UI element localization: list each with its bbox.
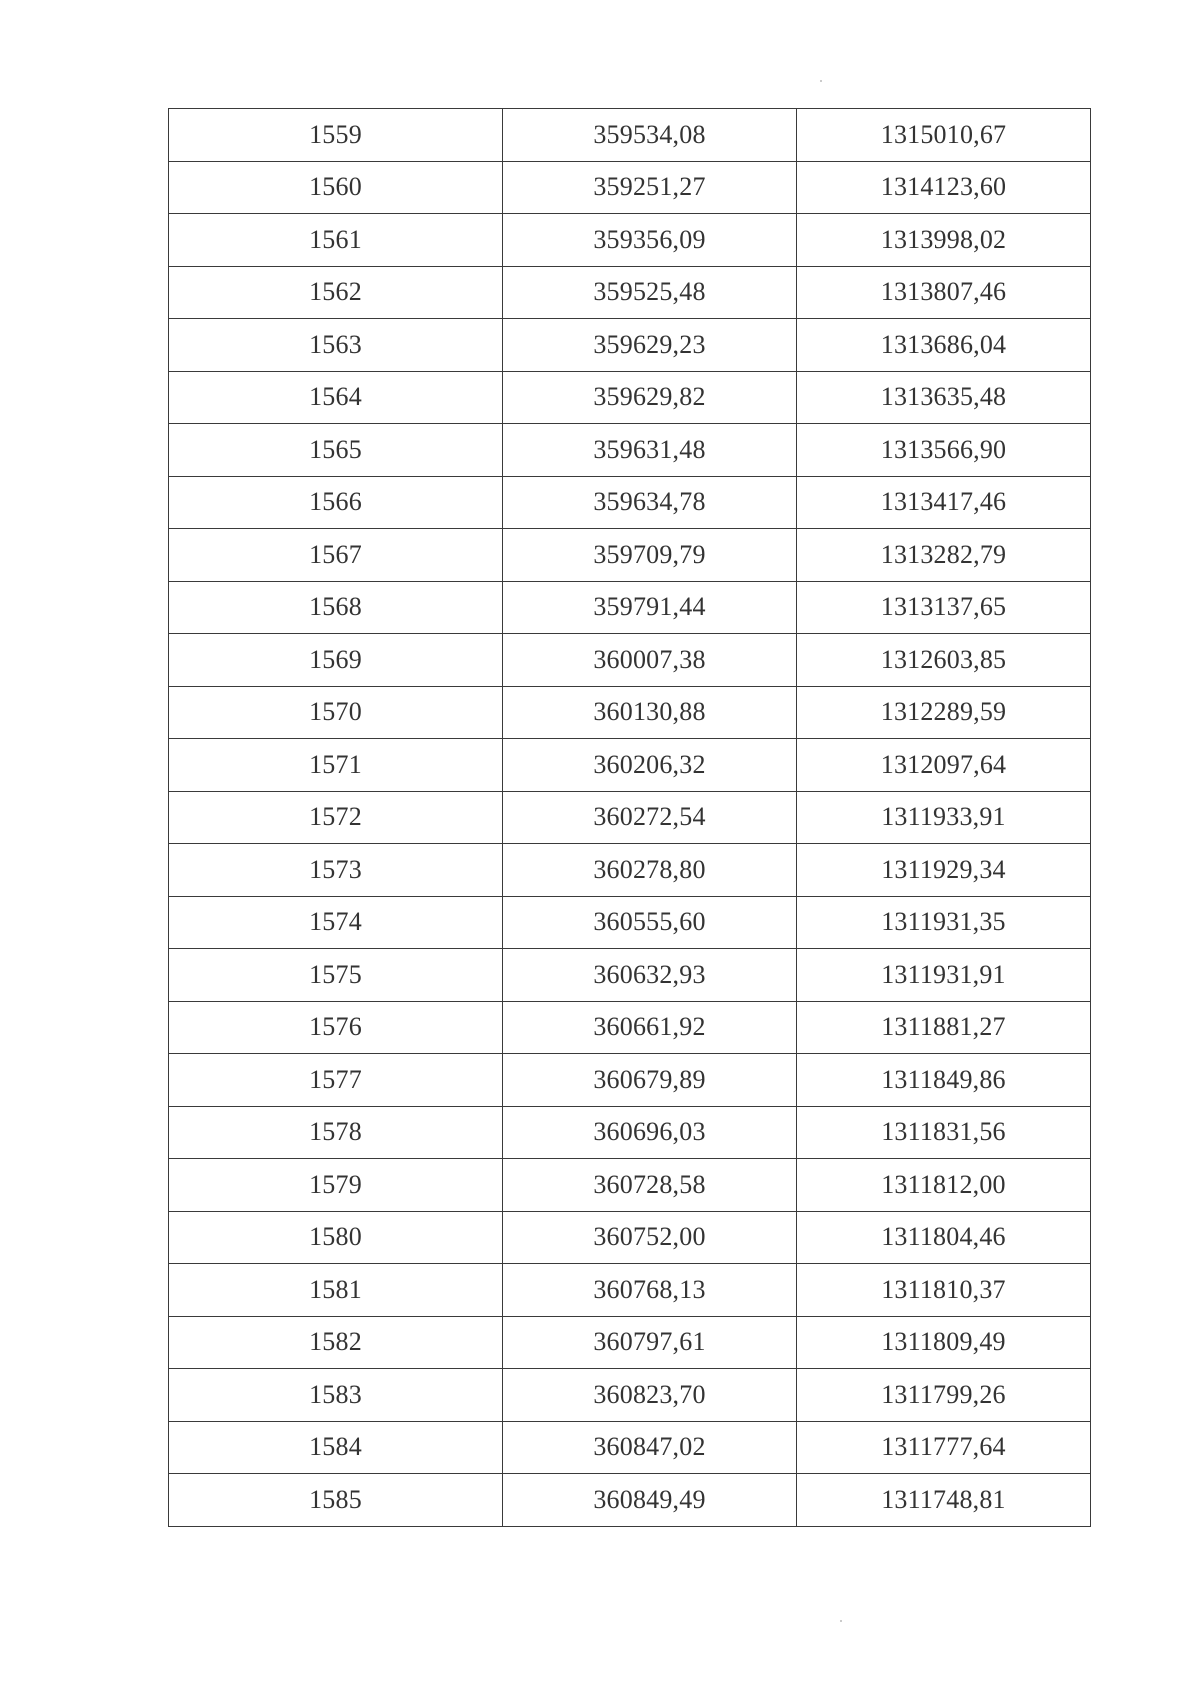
y-coordinate-cell: 1311777,64 <box>797 1421 1091 1474</box>
x-coordinate-cell: 359631,48 <box>503 424 797 477</box>
table-row <box>169 424 1091 477</box>
point-number-cell: 1559 <box>169 109 503 162</box>
x-coordinate-cell: 360007,38 <box>503 634 797 687</box>
x-coordinate-cell: 360206,32 <box>503 739 797 792</box>
point-number-cell: 1583 <box>169 1369 503 1422</box>
x-coordinate-cell: 359534,08 <box>503 109 797 162</box>
x-coordinate-cell: 359356,09 <box>503 214 797 267</box>
y-coordinate-cell: 1311810,37 <box>797 1264 1091 1317</box>
point-number-cell: 1561 <box>169 214 503 267</box>
y-coordinate-cell: 1311849,86 <box>797 1054 1091 1107</box>
point-number-cell: 1578 <box>169 1106 503 1159</box>
x-coordinate-cell: 360849,49 <box>503 1474 797 1527</box>
table-row <box>169 529 1091 582</box>
point-number-cell: 1575 <box>169 949 503 1002</box>
y-coordinate-cell: 1313635,48 <box>797 371 1091 424</box>
y-coordinate-cell: 1315010,67 <box>797 109 1091 162</box>
x-coordinate-cell: 360696,03 <box>503 1106 797 1159</box>
x-coordinate-cell: 360272,54 <box>503 791 797 844</box>
x-coordinate-cell: 359634,78 <box>503 476 797 529</box>
y-coordinate-cell: 1313282,79 <box>797 529 1091 582</box>
x-coordinate-cell: 360632,93 <box>503 949 797 1002</box>
y-coordinate-cell: 1311831,56 <box>797 1106 1091 1159</box>
coordinates-table <box>168 108 1091 1527</box>
y-coordinate-cell: 1311931,91 <box>797 949 1091 1002</box>
y-coordinate-cell: 1314123,60 <box>797 161 1091 214</box>
point-number-cell: 1582 <box>169 1316 503 1369</box>
y-coordinate-cell: 1311799,26 <box>797 1369 1091 1422</box>
x-coordinate-cell: 360661,92 <box>503 1001 797 1054</box>
x-coordinate-cell: 360847,02 <box>503 1421 797 1474</box>
y-coordinate-cell: 1311812,00 <box>797 1159 1091 1212</box>
x-coordinate-cell: 360130,88 <box>503 686 797 739</box>
point-number-cell: 1565 <box>169 424 503 477</box>
table-row <box>169 319 1091 372</box>
x-coordinate-cell: 359251,27 <box>503 161 797 214</box>
scan-speck <box>840 1620 842 1622</box>
table-row <box>169 581 1091 634</box>
table-row <box>169 161 1091 214</box>
x-coordinate-cell: 359525,48 <box>503 266 797 319</box>
point-number-cell: 1572 <box>169 791 503 844</box>
point-number-cell: 1571 <box>169 739 503 792</box>
point-number-cell: 1581 <box>169 1264 503 1317</box>
x-coordinate-cell: 360797,61 <box>503 1316 797 1369</box>
table-row <box>169 109 1091 162</box>
x-coordinate-cell: 360555,60 <box>503 896 797 949</box>
point-number-cell: 1577 <box>169 1054 503 1107</box>
point-number-cell: 1563 <box>169 319 503 372</box>
x-coordinate-cell: 360752,00 <box>503 1211 797 1264</box>
x-coordinate-cell: 360679,89 <box>503 1054 797 1107</box>
y-coordinate-cell: 1313686,04 <box>797 319 1091 372</box>
y-coordinate-cell: 1312603,85 <box>797 634 1091 687</box>
table-row <box>169 1474 1091 1527</box>
table-row <box>169 371 1091 424</box>
point-number-cell: 1569 <box>169 634 503 687</box>
table-row <box>169 896 1091 949</box>
table-row <box>169 1316 1091 1369</box>
y-coordinate-cell: 1312097,64 <box>797 739 1091 792</box>
table-row <box>169 1106 1091 1159</box>
y-coordinate-cell: 1311881,27 <box>797 1001 1091 1054</box>
table-row <box>169 844 1091 897</box>
y-coordinate-cell: 1313417,46 <box>797 476 1091 529</box>
point-number-cell: 1567 <box>169 529 503 582</box>
y-coordinate-cell: 1311931,35 <box>797 896 1091 949</box>
table-row <box>169 1369 1091 1422</box>
point-number-cell: 1574 <box>169 896 503 949</box>
y-coordinate-cell: 1313566,90 <box>797 424 1091 477</box>
y-coordinate-cell: 1312289,59 <box>797 686 1091 739</box>
point-number-cell: 1579 <box>169 1159 503 1212</box>
point-number-cell: 1573 <box>169 844 503 897</box>
scan-speck <box>820 80 822 82</box>
x-coordinate-cell: 360823,70 <box>503 1369 797 1422</box>
point-number-cell: 1564 <box>169 371 503 424</box>
x-coordinate-cell: 359629,82 <box>503 371 797 424</box>
y-coordinate-cell: 1313807,46 <box>797 266 1091 319</box>
point-number-cell: 1568 <box>169 581 503 634</box>
point-number-cell: 1570 <box>169 686 503 739</box>
table-row <box>169 1211 1091 1264</box>
table-row <box>169 1421 1091 1474</box>
table-row <box>169 1159 1091 1212</box>
x-coordinate-cell: 360768,13 <box>503 1264 797 1317</box>
y-coordinate-cell: 1311929,34 <box>797 844 1091 897</box>
y-coordinate-cell: 1311809,49 <box>797 1316 1091 1369</box>
table-row <box>169 1001 1091 1054</box>
table-row <box>169 739 1091 792</box>
y-coordinate-cell: 1311804,46 <box>797 1211 1091 1264</box>
point-number-cell: 1576 <box>169 1001 503 1054</box>
point-number-cell: 1562 <box>169 266 503 319</box>
x-coordinate-cell: 359709,79 <box>503 529 797 582</box>
point-number-cell: 1566 <box>169 476 503 529</box>
point-number-cell: 1580 <box>169 1211 503 1264</box>
point-number-cell: 1560 <box>169 161 503 214</box>
table-row <box>169 1264 1091 1317</box>
table-row <box>169 686 1091 739</box>
table-row <box>169 214 1091 267</box>
y-coordinate-cell: 1311748,81 <box>797 1474 1091 1527</box>
x-coordinate-cell: 360278,80 <box>503 844 797 897</box>
x-coordinate-cell: 359791,44 <box>503 581 797 634</box>
table-row <box>169 949 1091 1002</box>
x-coordinate-cell: 359629,23 <box>503 319 797 372</box>
coordinates-table-body <box>169 109 1091 1527</box>
table-row <box>169 266 1091 319</box>
table-row <box>169 476 1091 529</box>
x-coordinate-cell: 360728,58 <box>503 1159 797 1212</box>
table-row <box>169 791 1091 844</box>
table-row <box>169 634 1091 687</box>
table-row <box>169 1054 1091 1107</box>
y-coordinate-cell: 1313998,02 <box>797 214 1091 267</box>
y-coordinate-cell: 1313137,65 <box>797 581 1091 634</box>
point-number-cell: 1585 <box>169 1474 503 1527</box>
point-number-cell: 1584 <box>169 1421 503 1474</box>
y-coordinate-cell: 1311933,91 <box>797 791 1091 844</box>
